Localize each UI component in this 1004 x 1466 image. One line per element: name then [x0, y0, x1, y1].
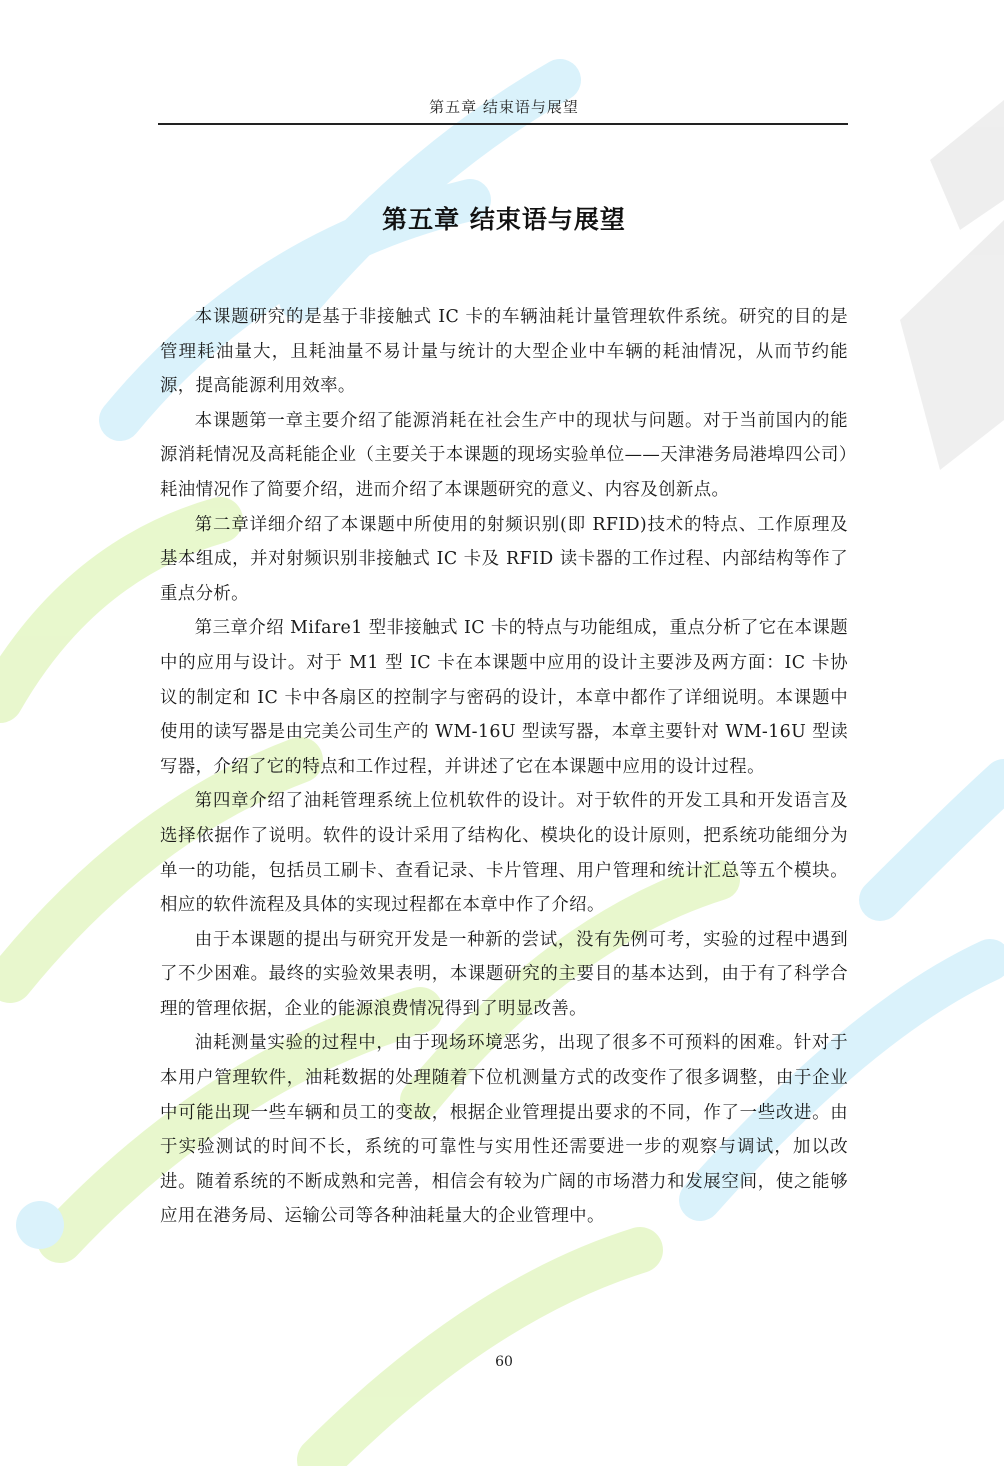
chapter-title: 第五章 结束语与展望 — [382, 205, 626, 234]
header-rule — [158, 123, 848, 125]
running-header: 第五章 结束语与展望 — [429, 98, 579, 116]
body-text — [160, 300, 848, 1234]
paragraph-3: 第二章详细介绍了本课题中所使用的射频识别(即 RFID)技术的特点、工作原理及基本组成，并对射频识别非接触式 IC 卡及 RFID 读卡器的工作过程、内部结构等作了重点分析。 — [160, 514, 848, 604]
paragraph-2: 本课题第一章主要介绍了能源消耗在社会生产中的现状与问题。对于当前国内的能源消耗情况及高耗能企业（主要关于本课题的现场实验单位——天津港务局港埠四公司）耗油情况作了简要介绍，进而介绍了本课题研究的意义、内容及创新点。 — [160, 410, 848, 500]
paragraph-7: 油耗测量实验的过程中，由于现场环境恶劣，出现了很多不可预料的困难。针对于本用户管理软件，油耗数据的处理随着下位机测量方式的改变作了很多调整，由于企业中可能出现一些车辆和员工的变故，根据企业管理提出要求的不同，作了一些改进。由于实验测试的时间不长，系统的可靠性与实用性还需要进一步的观察与调试，加以改进。随着系统的不断成熟和完善，相信会有较为广阔的市场潜力和发展空间，使之能够应用在港务局、运输公司等各种油耗量大的企业管理中。 — [160, 1033, 848, 1227]
paragraph-5: 第四章介绍了油耗管理系统上位机软件的设计。对于软件的开发工具和开发语言及选择依据作了说明。软件的设计采用了结构化、模块化的设计原则，把系统功能细分为单一的功能，包括员工刷卡、查看记录、卡片管理、用户管理和统计汇总等五个模块。相应的软件流程及具体的实现过程都在本章中作了介绍。 — [160, 791, 848, 916]
page-number: 60 — [495, 1354, 513, 1370]
paragraph-4: 第三章介绍 Mifare1 型非接触式 IC 卡的特点与功能组成，重点分析了它在本课题中的应用与设计。对于 M1 型 IC 卡在本课题中应用的设计主要涉及两方面：IC 卡协议的制定和 IC 卡中各扇区的控制字与密码的设计，本章中都作了详细说明。本课题中使用的读写器是由完美公司生产的 WM-16U 型读写器，本章主要针对 WM-16U 型读写器，介绍了它的特点和工作过程，并讲述了它在本课题中应用的设计过程。 — [160, 618, 848, 777]
paragraph-1: 本课题研究的是基于非接触式 IC 卡的车辆油耗计量管理软件系统。研究的目的是管理耗油量大，且耗油量不易计量与统计的大型企业中车辆的耗油情况，从而节约能源，提高能源利用效率。 — [160, 307, 848, 397]
paragraph-6: 由于本课题的提出与研究开发是一种新的尝试，没有先例可考，实验的过程中遇到了不少困难。最终的实验效果表明，本课题研究的主要目的基本达到，由于有了科学合理的管理依据，企业的能源浪费情况得到了明显改善。 — [160, 929, 848, 1019]
